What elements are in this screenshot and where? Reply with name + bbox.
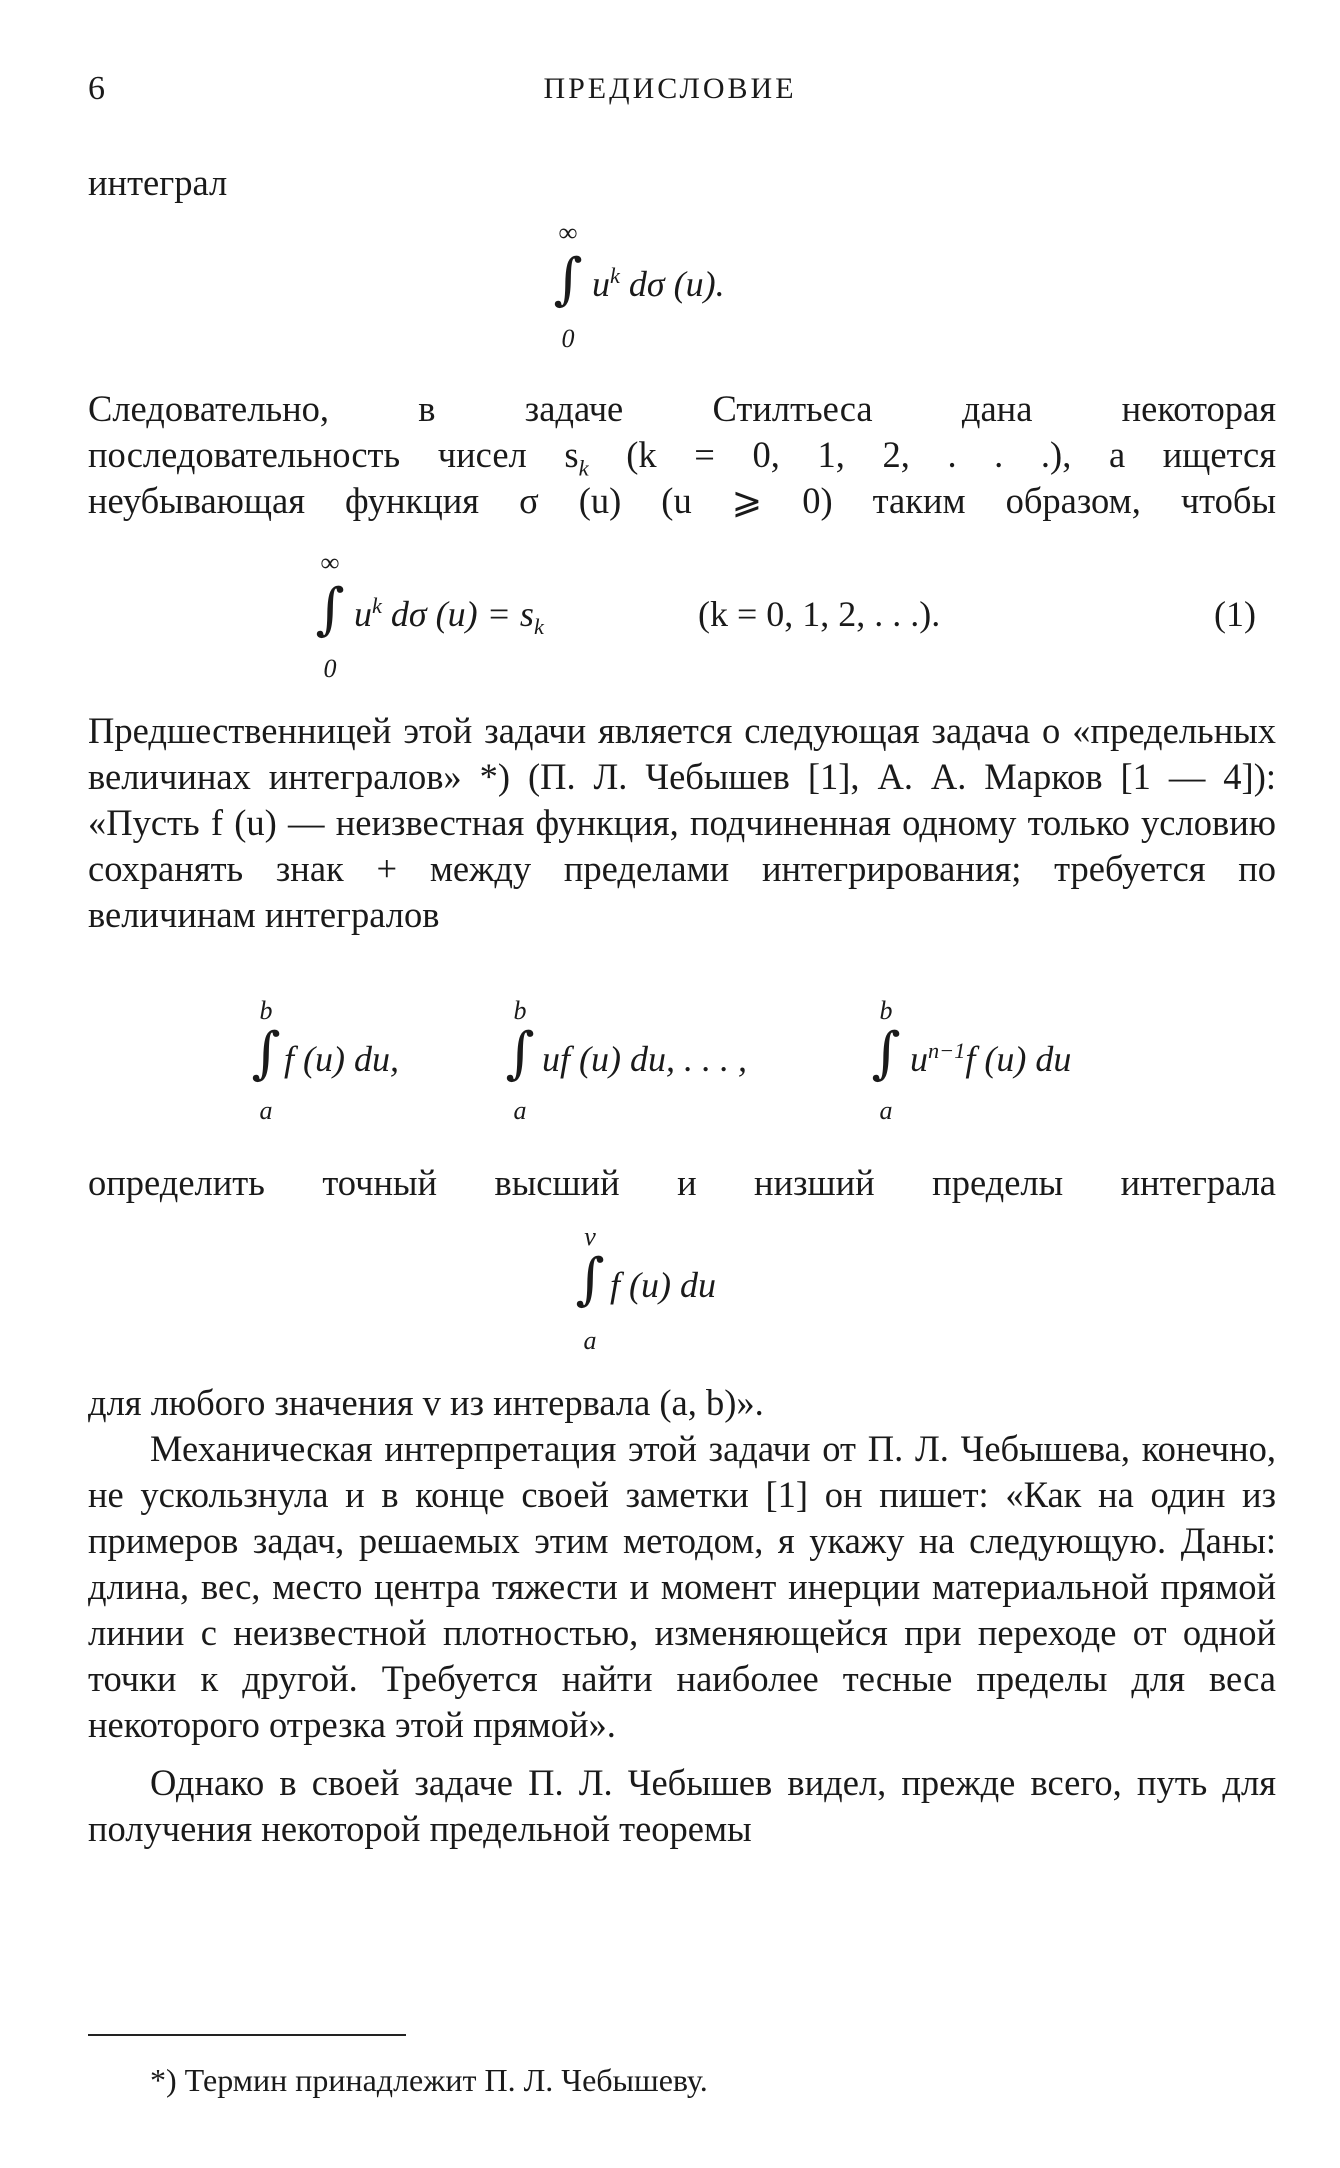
paragraph-text: Механическая интерпретация этой задачи от П. Л. Чебышева, конечно, не ускользнула и в конце своей заметки [1] он пишет: «Как на один из примеров задач, решаемых этим методом, я укажу на следующую. Даны: длина, вес, место центра тяжести и момент инерции материальной прямой линии с неизвестной плотностью, изменяющейся при переходе от одной точки к другой. Требуется найти наиболее тесные пределы для веса некоторого отрезка этой прямой». xyxy=(88,1428,1276,1745)
paragraph-mechanical xyxy=(88,1426,1276,1852)
footnote: *) Термин принадлежит П. Л. Чебышеву. xyxy=(150,2062,708,2098)
paragraph-any-value xyxy=(88,1380,1276,1426)
paragraph-text: для любого значения v из интервала (a, b)». xyxy=(88,1382,764,1423)
integral-upper-limit: v xyxy=(584,1222,596,1251)
paragraph-line: неубывающая функция σ (u) (u ⩾ 0) таким образом, чтобы xyxy=(88,480,1276,521)
paragraph-intro xyxy=(88,160,1276,206)
paragraph-line: Следовательно, в задаче Стилтьеса дана некоторая xyxy=(88,388,1276,429)
paragraph-stieltjes xyxy=(88,386,1276,524)
integral-upper-limit: b xyxy=(879,996,893,1025)
integral-sign: ∫ xyxy=(575,1247,605,1312)
paragraph-text: Предшественницей этой задачи является следующая задача о «предельных величинах интегралов» *) (П. Л. Чебышев [1], А. А. Марков [1 — 4]): «Пусть f (u) — неизвестная функция, подчиненная одному только условию сохранять знак + между пределами интегрирования; требуется по величинам интегралов xyxy=(88,710,1276,935)
integral-sign: ∫ xyxy=(315,577,345,642)
integrand: f (u) du xyxy=(610,1265,716,1305)
integral-lower-limit: 0 xyxy=(323,654,337,683)
paragraph-text: определить точный высший и низший пределы интеграла xyxy=(88,1162,1276,1203)
integral-sign: ∫ xyxy=(871,1021,901,1086)
integral-lower-limit: a xyxy=(259,1096,273,1125)
integrand: $u^k$ dσ $(u) = s_k$ xyxy=(354,593,544,640)
integral-upper-limit: b xyxy=(513,996,527,1025)
paragraph-determine xyxy=(88,1160,1276,1206)
integrand: $u^k$ dσ (u). xyxy=(592,263,725,304)
equation-number: (1) xyxy=(1214,594,1256,634)
integral-lower-limit: a xyxy=(583,1326,597,1355)
integrand: $u^{n-1}f$ (u) du xyxy=(910,1038,1072,1079)
integral-sign: ∫ xyxy=(553,247,583,312)
integral-lower-limit: a xyxy=(879,1096,893,1125)
page-number: 6 xyxy=(88,70,105,107)
integral-sign: ∫ xyxy=(251,1021,281,1086)
paragraph-chebyshev-problem xyxy=(88,708,1276,938)
integral-sign: ∫ xyxy=(505,1021,535,1086)
footnote-divider xyxy=(88,2034,406,2036)
paragraph-line: последовательность чисел $s_k$ (k = 0, 1, 2, . . .), а ищется xyxy=(88,434,1277,481)
paragraph-intro-text: интеграл xyxy=(88,162,228,203)
integral-lower-limit: a xyxy=(513,1096,527,1125)
integral-lower-limit: 0 xyxy=(561,324,575,353)
running-title: ПРЕДИСЛОВИЕ xyxy=(543,72,797,105)
integrand: uf (u) du, . . . , xyxy=(542,1039,747,1079)
formula-condition: (k = 0, 1, 2, . . .). xyxy=(698,594,941,634)
integral-upper-limit: ∞ xyxy=(558,218,578,247)
paragraph-text: Однако в своей задаче П. Л. Чебышев видел, прежде всего, путь для получения некоторой предельной теоремы xyxy=(88,1762,1276,1849)
integrand: f (u) du, xyxy=(284,1039,399,1079)
integral-upper-limit: ∞ xyxy=(320,548,340,577)
integral-upper-limit: b xyxy=(259,996,273,1025)
